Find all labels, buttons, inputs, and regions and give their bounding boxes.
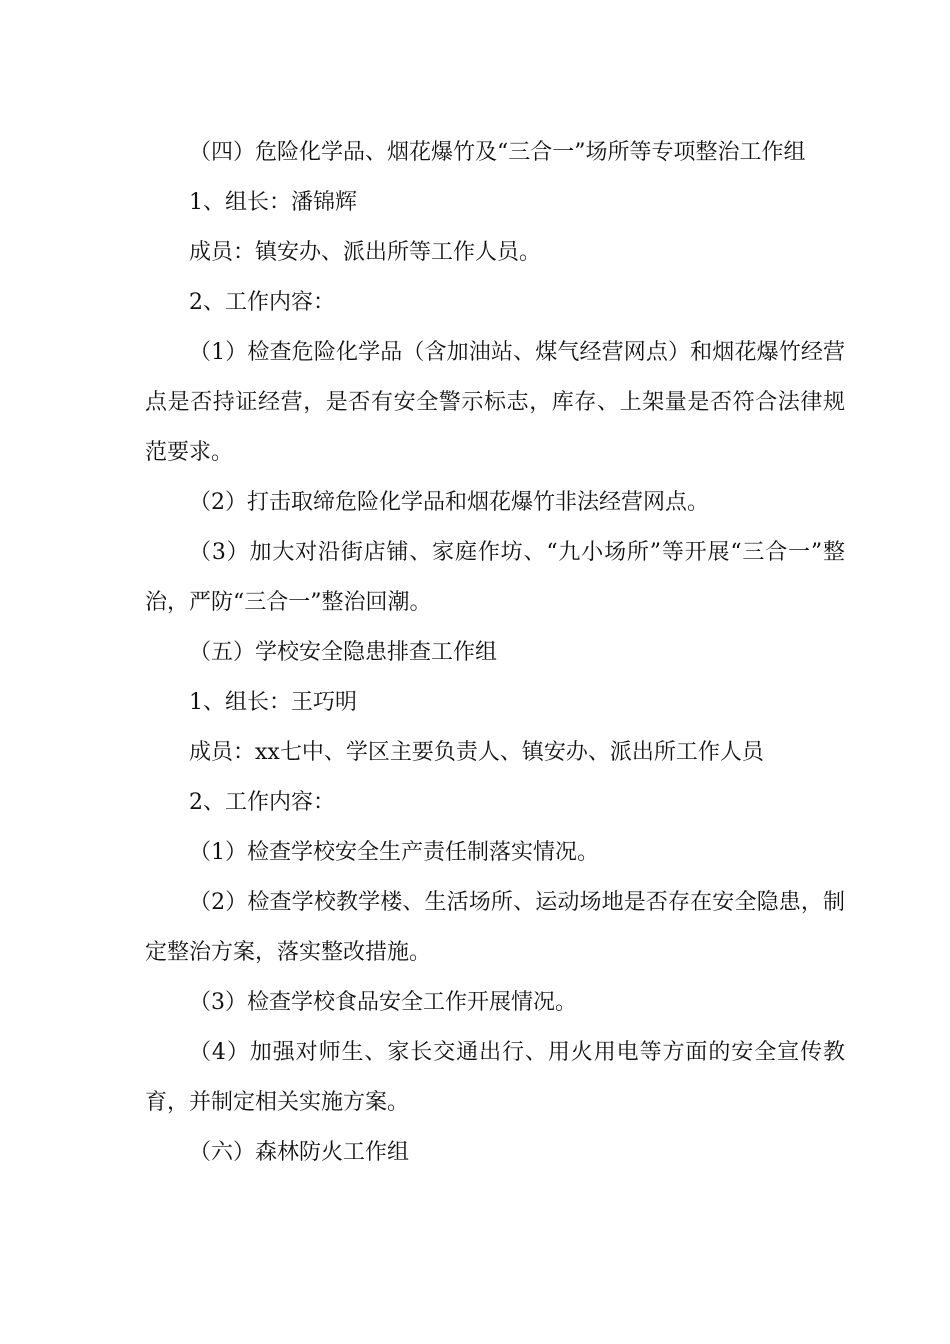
work-content-label: 2、工作内容： [189,290,335,315]
work-item: （1）检查危险化学品（含加油站、煤气经营网点）和烟花爆竹经营点是否持证经营，是否有安全警示标志，库存、上架量是否符合法律规范要求。 [145,340,845,465]
work-item: （2）检查学校教学楼、生活场所、运动场地是否存在安全隐患，制定整治方案，落实整改措施。 [145,890,845,965]
work-content-label: 2、工作内容： [189,790,335,815]
work-item: （3）加大对沿街店铺、家庭作坊、“九小场所”等开展“三合一”整治，严防“三合一”整治回潮。 [145,540,845,615]
work-item: （2）打击取缔危险化学品和烟花爆竹非法经营网点。 [189,490,709,515]
document-body [145,128,845,1178]
work-item: （1）检查学校安全生产责任制落实情况。 [189,840,599,865]
group-leader-line: 1、组长：潘锦辉 [189,190,357,215]
members-line: 成员：镇安办、派出所等工作人员。 [189,240,542,265]
work-item: （3）检查学校食品安全工作开展情况。 [189,990,577,1015]
section-heading-6: （六）森林防火工作组 [189,1140,410,1165]
section-heading-4: （四）危险化学品、烟花爆竹及“三合一”场所等专项整治工作组 [189,140,806,165]
members-line: 成员：xx七中、学区主要负责人、镇安办、派出所工作人员 [189,740,764,765]
section-heading-5: （五）学校安全隐患排查工作组 [189,640,498,665]
group-leader-line: 1、组长：王巧明 [189,690,357,715]
work-item: （4）加强对师生、家长交通出行、用火用电等方面的安全宣传教育，并制定相关实施方案。 [145,1040,845,1115]
